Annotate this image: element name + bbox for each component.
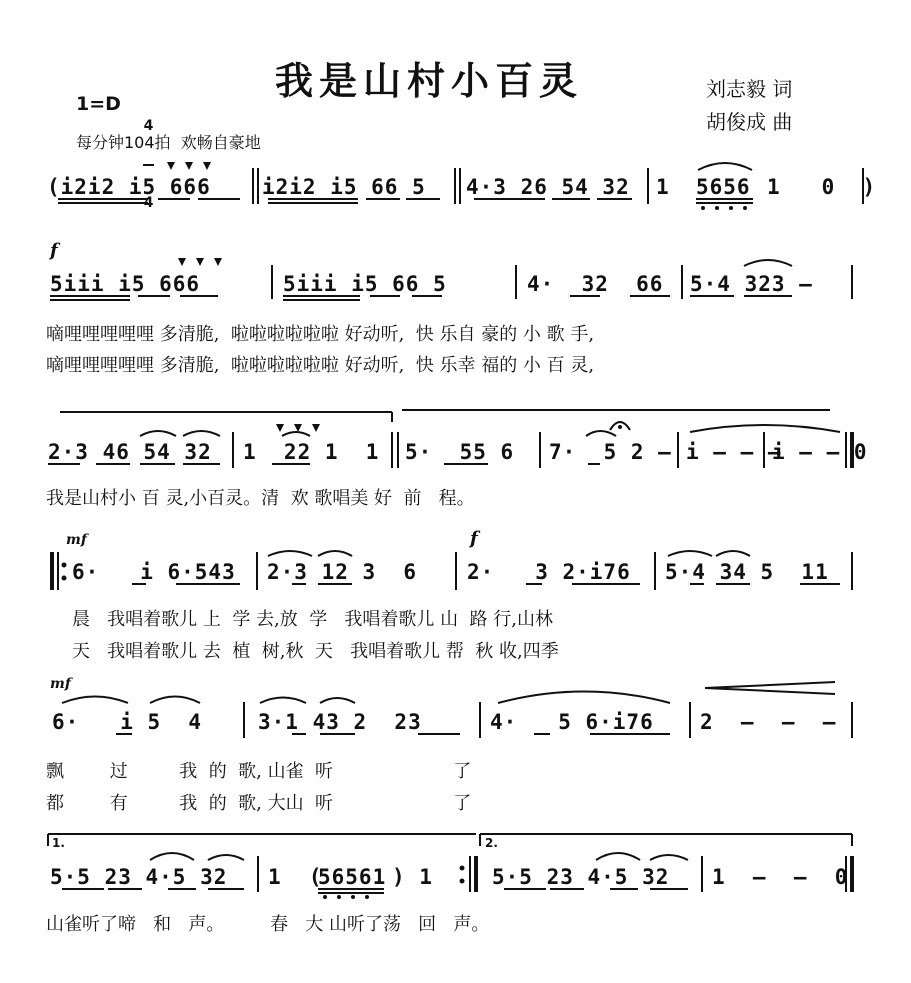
lyric-r3: 我是山村小 百 灵,小百灵。清 欢 歌唱美 好 前 程。 xyxy=(46,488,475,509)
r1-measure-4b: 5656 xyxy=(696,175,751,199)
r6-measure-3: 5·5 23 4·5 32 xyxy=(492,865,670,889)
slur xyxy=(716,551,750,556)
tempo-marking: 每分钟104拍 欢畅自豪地 xyxy=(76,133,261,152)
accent-mark xyxy=(185,162,193,170)
song-title: 我是山村小百灵 xyxy=(275,58,584,103)
lyric-r2-verse1: 嘀哩哩哩哩哩 多清脆, 啦啦啦啦啦啦 好动听, 快 乐自 豪的 小 歌 手, xyxy=(46,324,595,345)
r5-measure-3: 4· 5 6·i76 xyxy=(490,710,654,734)
r5-measure-1: 6· i 5 4 xyxy=(52,710,203,734)
r4-measure-1: 6· i 6·543 xyxy=(72,560,236,584)
accent-mark xyxy=(196,258,204,266)
r1-measure-2: i2i2 i5 66 5 xyxy=(262,175,426,199)
slur xyxy=(208,855,244,860)
slur xyxy=(668,551,712,556)
r3-measure-4: 7· 5 2 – xyxy=(549,440,672,464)
slur xyxy=(650,855,688,860)
repeat-dot xyxy=(460,866,465,871)
time-sig-top: 4 xyxy=(143,118,154,134)
r3-measure-5: i – – – xyxy=(686,440,782,464)
slur xyxy=(282,432,310,436)
r5-measure-4: 2 – – – xyxy=(700,710,837,734)
r4-measure-3: 2· 3 2·i76 xyxy=(467,560,631,584)
octave-dot xyxy=(701,206,705,210)
octave-dot xyxy=(365,895,369,899)
lyric-r4-verse1: 晨 我唱着歌儿 上 学 去,放 学 我唱着歌儿 山 路 行,山林 xyxy=(72,609,553,630)
r4-measure-4: 5·4 34 5 11 xyxy=(665,560,829,584)
r5-measure-2: 3·1 43 2 23 xyxy=(258,710,422,734)
repeat-dot xyxy=(62,563,67,568)
slur xyxy=(744,260,792,266)
slur xyxy=(150,697,200,704)
fermata-dot xyxy=(618,425,622,429)
octave-dot xyxy=(337,895,341,899)
r6-measure-2b: 56561 xyxy=(318,865,387,889)
slur xyxy=(318,551,352,556)
r3-measure-6: i – – 0 xyxy=(772,440,868,464)
slur xyxy=(498,692,670,704)
octave-dot xyxy=(323,895,327,899)
repeat-dot xyxy=(62,576,67,581)
hairpin xyxy=(705,682,835,694)
octave-dot xyxy=(351,895,355,899)
octave-dot xyxy=(715,206,719,210)
r6-measure-2c: ) 1 xyxy=(392,865,433,889)
repeat-dot xyxy=(460,879,465,884)
r4-measure-2: 2·3 12 3 6 xyxy=(267,560,418,584)
volta-second-label: 2. xyxy=(485,836,498,850)
accent-mark xyxy=(178,258,186,266)
slur xyxy=(698,163,752,170)
slur xyxy=(596,853,640,860)
r1-measure-1: (i2i2 i5 666 xyxy=(47,175,211,199)
accent-mark xyxy=(312,424,320,432)
slur xyxy=(183,431,220,436)
r1-measure-4a: 1 xyxy=(656,175,670,199)
lyric-r2-verse2: 嘀哩哩哩哩哩 多清脆, 啦啦啦啦啦啦 好动听, 快 乐幸 福的 小 百 灵, xyxy=(46,355,595,376)
r2-measure-2: 5iii i5 66 5 xyxy=(283,272,447,296)
accent-mark xyxy=(167,162,175,170)
octave-dot xyxy=(729,206,733,210)
time-sig-bottom: 4 xyxy=(143,195,154,211)
r1-measure-3: 4·3 26 54 32 xyxy=(466,175,630,199)
slur xyxy=(62,697,128,704)
slur xyxy=(140,431,176,436)
r2-measure-3: 4· 32 66 xyxy=(527,272,664,296)
composer-credit: 胡俊成 曲 xyxy=(706,110,793,134)
accent-mark xyxy=(276,424,284,432)
accent-mark xyxy=(214,258,222,266)
dynamic-mf-2: mf xyxy=(50,676,71,692)
r6-measure-1: 5·5 23 4·5 32 xyxy=(50,865,228,889)
lyric-r5-verse2: 都 有 我 的 歌, 大山 听 了 xyxy=(46,793,472,814)
r2-measure-4: 5·4 323 – xyxy=(690,272,813,296)
slur xyxy=(150,853,194,860)
r3-measure-2: 1 22 1 1 xyxy=(243,440,380,464)
slur xyxy=(268,551,312,556)
slur xyxy=(260,698,306,704)
r6-measure-4: 1 – – 0 xyxy=(712,865,849,889)
dynamic-mf-1: mf xyxy=(66,532,87,548)
r6-measure-2a: 1 ( xyxy=(268,865,323,889)
r3-measure-1: 2·3 46 54 32 xyxy=(48,440,212,464)
slur xyxy=(690,425,840,432)
r1-measure-4c: 1 0 ) xyxy=(767,175,877,199)
slur xyxy=(586,431,616,436)
lyric-r4-verse2: 天 我唱着歌儿 去 植 树,秋 天 我唱着歌儿 帮 秋 收,四季 xyxy=(72,641,559,662)
volta-first-label: 1. xyxy=(52,836,65,850)
slur xyxy=(320,698,355,703)
r3-measure-3: 5· 55 6 xyxy=(405,440,515,464)
r2-measure-1: 5iii i5 666 xyxy=(50,272,201,296)
lyric-r5-verse1: 飘 过 我 的 歌, 山雀 听 了 xyxy=(46,761,472,782)
accent-mark xyxy=(294,424,302,432)
key-signature: 1=D xyxy=(76,93,121,115)
lyricist-credit: 刘志毅 词 xyxy=(706,77,793,101)
dynamic-forte-2: f xyxy=(470,528,478,549)
octave-dot xyxy=(743,206,747,210)
lyric-r6: 山雀听了啼 和 声。 春 大 山听了荡 回 声。 xyxy=(46,914,490,935)
dynamic-forte-1: f xyxy=(50,240,58,261)
accent-mark xyxy=(203,162,211,170)
